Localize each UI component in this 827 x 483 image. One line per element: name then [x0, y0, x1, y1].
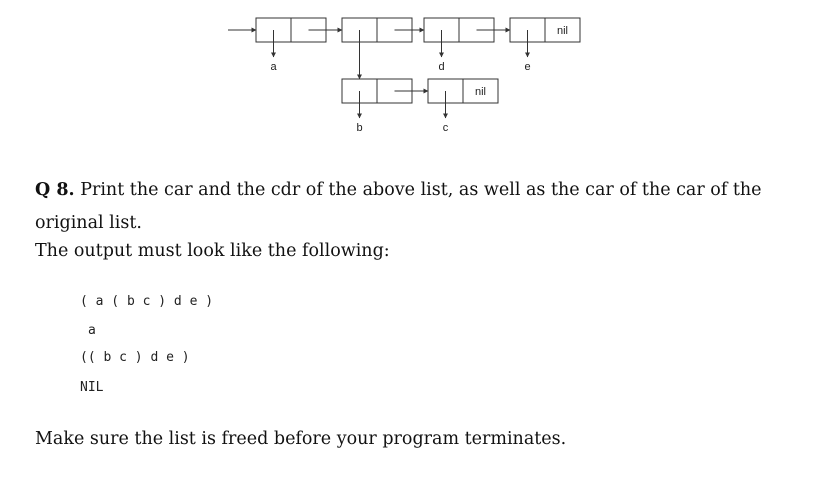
label-e: e [524, 61, 531, 73]
label-a: a [270, 61, 277, 73]
label-b: b [356, 122, 363, 134]
label-c: c [442, 122, 449, 134]
question-number: Q 8. [35, 180, 75, 200]
output-line-2: a [88, 323, 96, 338]
output-line-4: NIL [80, 380, 104, 395]
question-text: Print the car and the cdr of the above list, as well as the car of the car of the original list. [35, 180, 762, 233]
closing-note: Make sure the list is freed before your program terminates. [35, 429, 567, 449]
question-paragraph [35, 174, 795, 240]
label-d: d [438, 61, 445, 73]
linked-list-diagram [0, 0, 827, 150]
output-line-3: (( b c ) d e ) [80, 350, 190, 365]
label-nil-sub: nil [474, 86, 487, 98]
output-intro: The output must look like the following: [35, 241, 390, 261]
label-nil-top: nil [556, 25, 569, 37]
output-line-1: ( a ( b c ) d e ) [80, 294, 214, 309]
